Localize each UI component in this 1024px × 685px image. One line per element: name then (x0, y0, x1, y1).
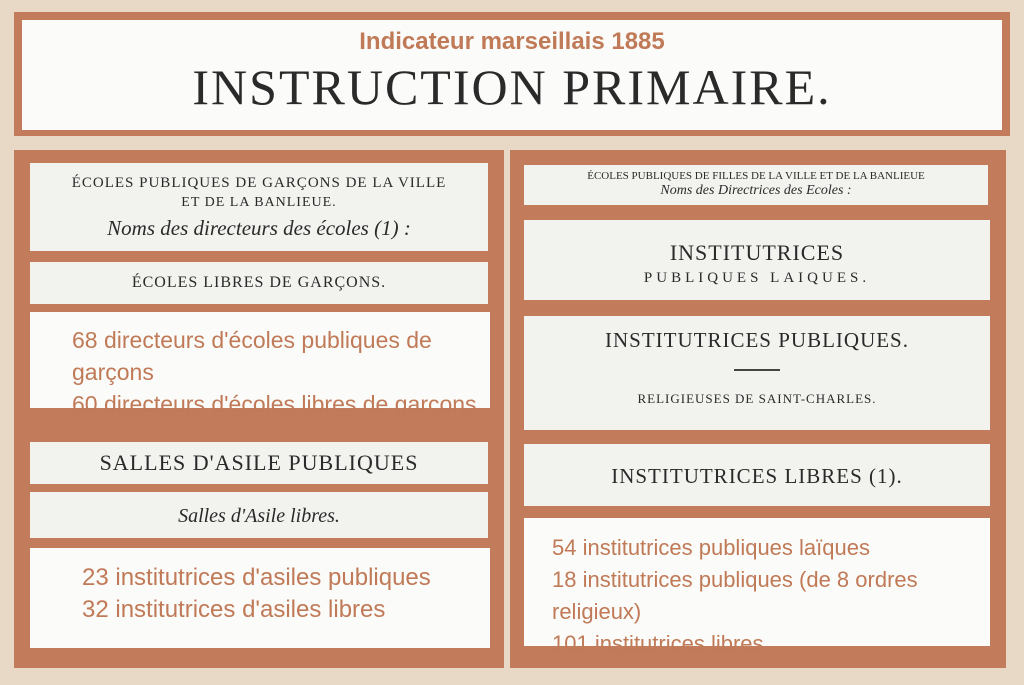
clip-religieuses-dash (734, 369, 780, 371)
clip-libres-text: INSTITUTRICES LIBRES (1). (611, 464, 903, 488)
clip-garcons-line3: Noms des directeurs des écoles (1) : (107, 216, 411, 240)
clip-ecoles-publiques-garcons (30, 163, 488, 251)
note-institutrices-line: 18 institutrices publiques (de 8 ordres religieux) (552, 567, 918, 624)
clip-filles-line2: Noms des Directrices des Ecoles : (660, 183, 852, 198)
clip-asile-libres-text: Salles d'Asile libres. (178, 505, 340, 527)
clip-filles-line1: ÉCOLES PUBLIQUES DE FILLES DE LA VILLE ET DE LA BANLIEUE (587, 170, 925, 182)
note-institutrices (524, 518, 990, 656)
header-panel (22, 20, 1002, 130)
note-garcons-line: 60 directeurs d'écoles libres de garçons (72, 391, 477, 417)
clip-laiques-line2: PUBLIQUES LAIQUES. (643, 270, 871, 286)
clip-asile-publiques-text: SALLES D'ASILE PUBLIQUES (99, 450, 419, 475)
clip-religieuses-line1: INSTITUTRICES PUBLIQUES. (604, 328, 909, 352)
clip-garcons-line2: ET DE LA BANLIEUE. (181, 195, 337, 210)
clip-institutrices-religieuses (524, 316, 990, 430)
clip-salles-asile-libres (30, 492, 488, 538)
clip-laiques-line1: INSTITUTRICES (669, 240, 845, 265)
note-garcons (30, 312, 490, 417)
clip-institutrices-laiques (524, 220, 990, 300)
note-asiles-line: 23 institutrices d'asiles publiques (82, 564, 431, 591)
clip-ecoles-publiques-filles (524, 165, 988, 205)
clip-institutrices-libres (524, 444, 990, 506)
note-asiles (30, 548, 490, 648)
clip-garcons-libres-text: ÉCOLES LIBRES DE GARÇONS. (131, 274, 387, 291)
note-asiles-line: 32 institutrices d'asiles libres (82, 596, 386, 623)
clip-religieuses-line2: RELIGIEUSES DE SAINT-CHARLES. (637, 391, 877, 406)
note-institutrices-line: 101 institutrices libres (552, 631, 764, 656)
header-title: INSTRUCTION PRIMAIRE. (192, 59, 832, 115)
clip-ecoles-libres-garcons (30, 262, 488, 304)
clip-salles-asile-publiques (30, 442, 488, 484)
clip-garcons-line1: ÉCOLES PUBLIQUES DE GARÇONS DE LA VILLE (71, 175, 447, 191)
note-institutrices-line: 54 institutrices publiques laïques (552, 535, 870, 560)
header-subtitle: Indicateur marseillais 1885 (359, 28, 665, 55)
note-garcons-line: 68 directeurs d'écoles publiques de garçons (72, 327, 432, 385)
